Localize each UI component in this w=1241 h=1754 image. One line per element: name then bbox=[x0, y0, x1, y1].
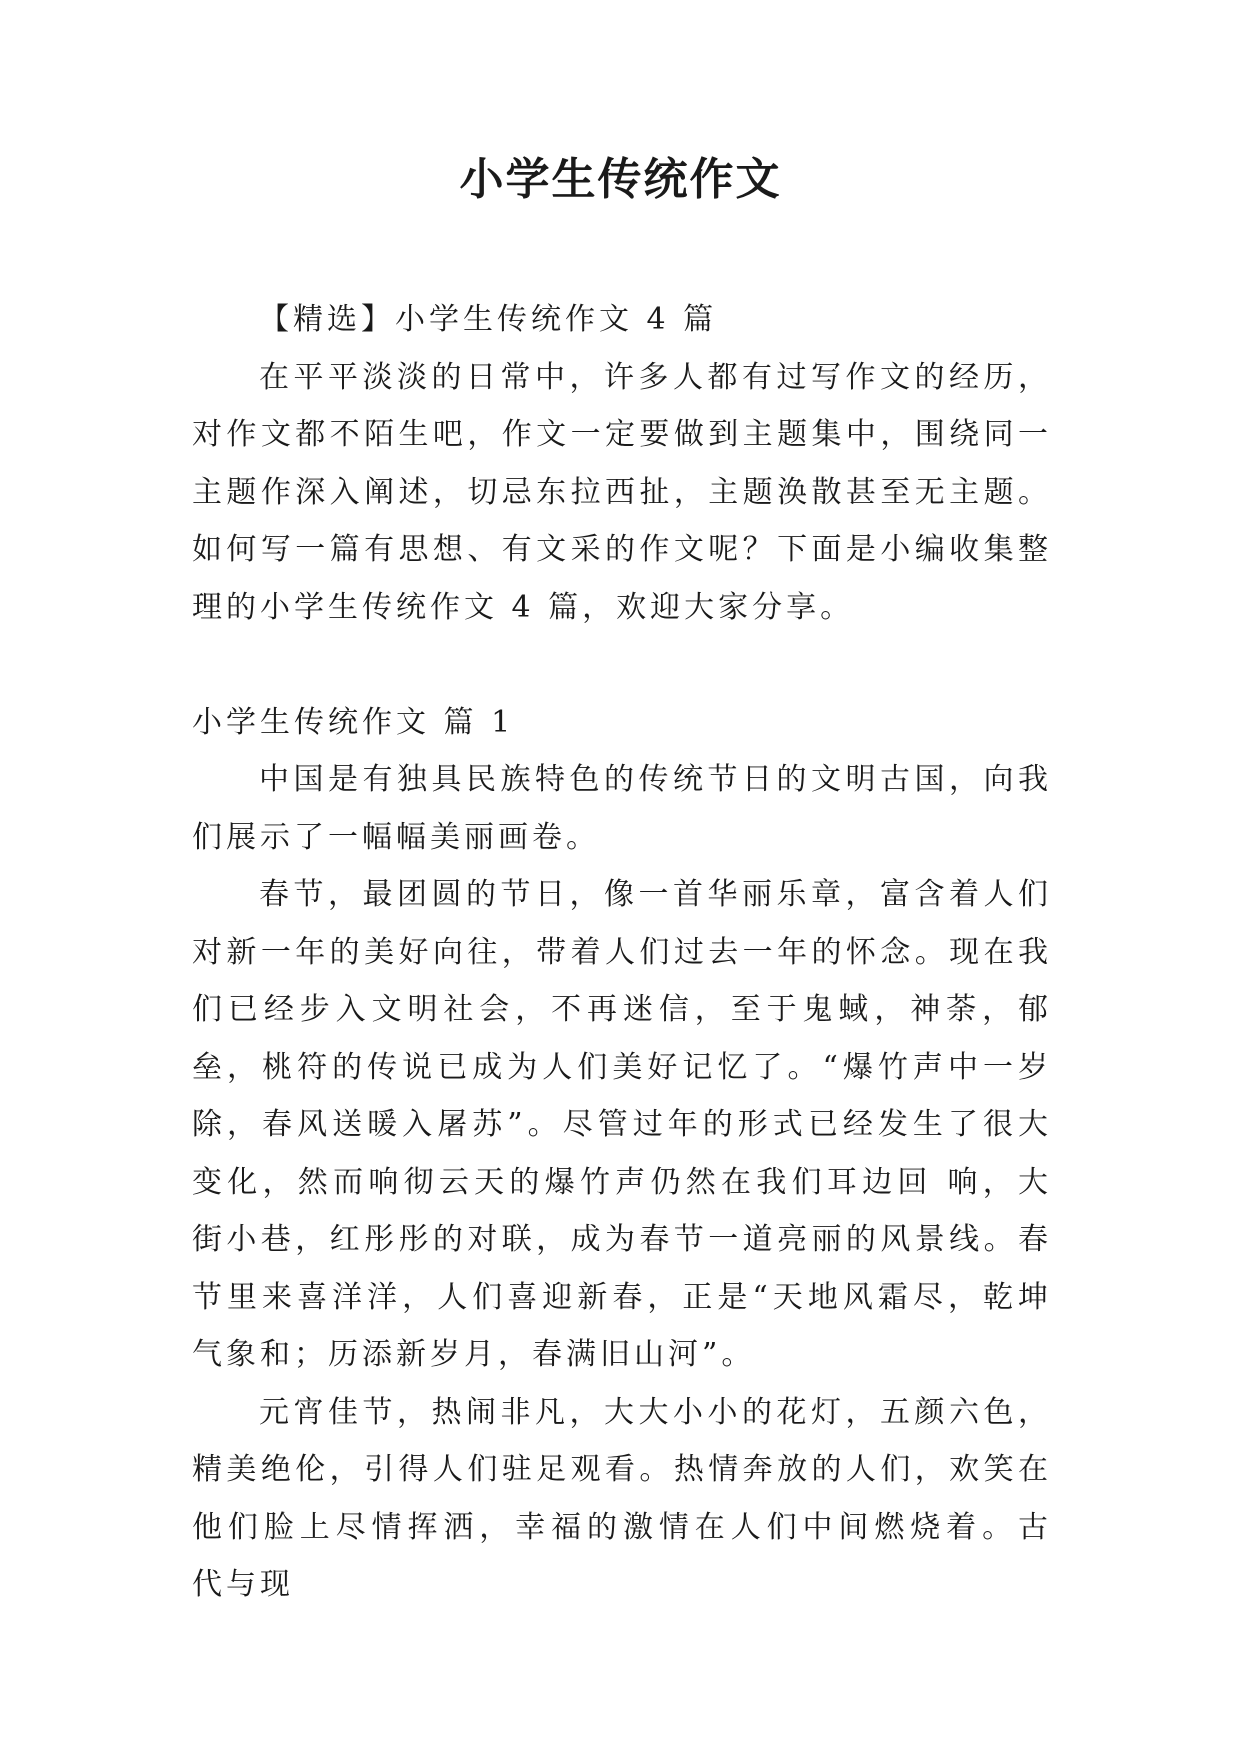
section-spacer bbox=[192, 636, 1052, 694]
body-paragraph: 中国是有独具民族特色的传统节日的文明古国，向我们展示了一幅幅美丽画卷。 bbox=[192, 762, 1052, 855]
intro-paragraph: 在平平淡淡的日常中，许多人都有过写作文的经历，对作文都不陌生吧，作文一定要做到主题集中，围绕同一主题作深入阐述，切忌东拉西扯，主题涣散甚至无主题。如何写一篇有思想、有文采的作文呢？下面是小编收集整理的小学生传统作文 4 篇，欢迎大家分享。 bbox=[192, 359, 1052, 625]
section-heading: 小学生传统作文 篇 1 bbox=[192, 704, 515, 740]
document-title: 小学生传统作文 bbox=[459, 154, 782, 205]
body-paragraph: 春节，最团圆的节日，像一首华丽乐章，富含着人们对新一年的美好向往，带着人们过去一年的怀念。现在我们已经步入文明社会，不再迷信，至于鬼蜮，神荼，郁 垒，桃符的传说已成为人们美好记忆了。“爆竹声中一岁除，春风送暖入屠苏”。尽管过年的形式已经发生了很大变化，然而响彻云天的爆竹声仍然在我们耳边回 响，大街小巷，红彤彤的对联，成为春节一道亮丽的风景线。春节里来喜洋洋，人们喜迎新春，正是“天地风霜尽，乾坤气象和；历添新岁月，春满旧山河”。 bbox=[192, 877, 1052, 1372]
body-paragraph: 元宵佳节，热闹非凡，大大小小的花灯，五颜六色，精美绝伦，引得人们驻足观看。热情奔放的人们，欢笑在他们脸上尽情挥洒，幸福的激情在人们中间燃烧着。古 代与现 bbox=[192, 1394, 1052, 1602]
document-subtitle: 【精选】小学生传统作文 4 篇 bbox=[259, 302, 718, 337]
document-body bbox=[192, 291, 1052, 1614]
